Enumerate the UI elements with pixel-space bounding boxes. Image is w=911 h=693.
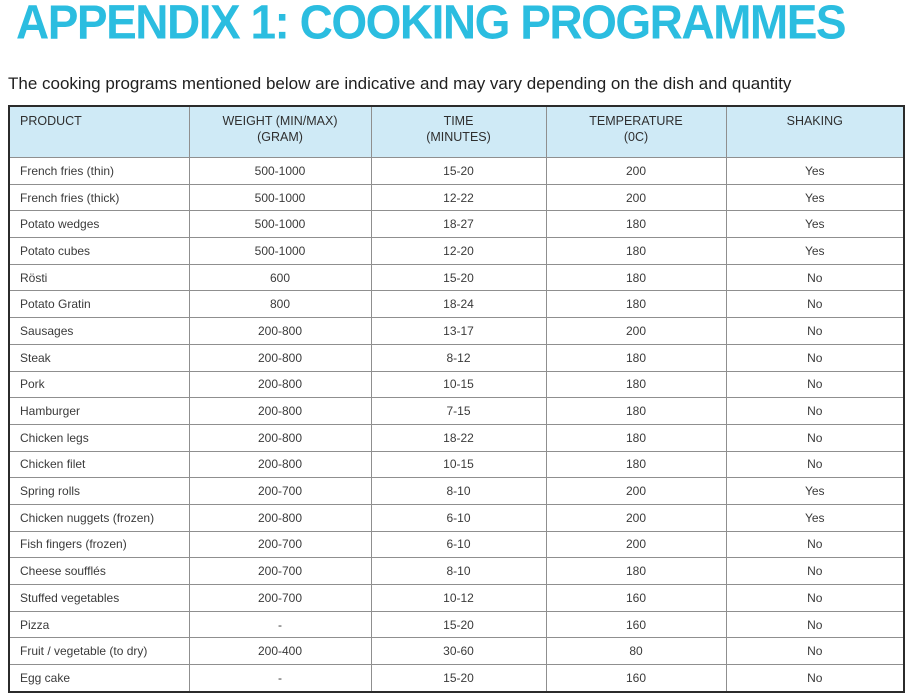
cooking-table-body [9,158,904,692]
product-cell: Fruit / vegetable (to dry) [9,638,189,665]
table-row [9,478,904,505]
value-cell: 15-20 [371,611,546,638]
table-row [9,638,904,665]
table-row [9,238,904,265]
product-cell: Chicken nuggets (frozen) [9,504,189,531]
value-cell: No [726,665,904,692]
value-cell: Yes [726,504,904,531]
table-row [9,558,904,585]
value-cell: 10-15 [371,451,546,478]
value-cell: No [726,558,904,585]
table-row [9,371,904,398]
value-cell: 8-10 [371,558,546,585]
value-cell: 500-1000 [189,211,371,238]
value-cell: No [726,398,904,425]
value-cell: 600 [189,264,371,291]
table-row [9,611,904,638]
value-cell: 200 [546,184,726,211]
value-cell: No [726,531,904,558]
table-row [9,344,904,371]
value-cell: No [726,318,904,345]
product-cell: Potato cubes [9,238,189,265]
value-cell: - [189,611,371,638]
value-cell: 200-400 [189,638,371,665]
value-cell: 200-700 [189,478,371,505]
cooking-programmes-table [8,105,905,693]
table-row [9,184,904,211]
product-cell: Hamburger [9,398,189,425]
value-cell: 160 [546,585,726,612]
value-cell: 500-1000 [189,158,371,185]
value-cell: 200-700 [189,558,371,585]
value-cell: 12-20 [371,238,546,265]
value-cell: 7-15 [371,398,546,425]
value-cell: 18-22 [371,424,546,451]
value-cell: No [726,424,904,451]
value-cell: 13-17 [371,318,546,345]
table-row [9,585,904,612]
value-cell: 200-800 [189,318,371,345]
value-cell: 500-1000 [189,238,371,265]
value-cell: 180 [546,291,726,318]
product-cell: Potato wedges [9,211,189,238]
product-cell: Cheese soufflés [9,558,189,585]
value-cell: - [189,665,371,692]
column-header-line1: SHAKING [786,114,843,128]
value-cell: 80 [546,638,726,665]
table-row [9,531,904,558]
column-header-line1: WEIGHT (MIN/MAX) [222,114,338,128]
value-cell: 15-20 [371,158,546,185]
table-row [9,158,904,185]
product-cell: Sausages [9,318,189,345]
column-header-temperature [546,106,726,158]
value-cell: 500-1000 [189,184,371,211]
table-row [9,398,904,425]
value-cell: 10-12 [371,585,546,612]
value-cell: 8-12 [371,344,546,371]
value-cell: 8-10 [371,478,546,505]
value-cell: 6-10 [371,504,546,531]
value-cell: 30-60 [371,638,546,665]
value-cell: 180 [546,371,726,398]
value-cell: 200-800 [189,504,371,531]
column-header-line1: TEMPERATURE [589,114,683,128]
table-row [9,291,904,318]
value-cell: No [726,585,904,612]
value-cell: 200-700 [189,531,371,558]
table-row [9,451,904,478]
value-cell: 200 [546,318,726,345]
value-cell: No [726,344,904,371]
value-cell: 12-22 [371,184,546,211]
value-cell: 200-800 [189,371,371,398]
value-cell: 6-10 [371,531,546,558]
value-cell: 15-20 [371,665,546,692]
value-cell: 160 [546,665,726,692]
value-cell: 180 [546,264,726,291]
value-cell: 200-800 [189,424,371,451]
value-cell: 180 [546,238,726,265]
table-row [9,665,904,692]
value-cell: No [726,291,904,318]
value-cell: Yes [726,238,904,265]
value-cell: 18-27 [371,211,546,238]
product-cell: Chicken filet [9,451,189,478]
value-cell: 180 [546,424,726,451]
product-cell: French fries (thick) [9,184,189,211]
column-header-line2: (GRAM) [257,130,303,144]
value-cell: No [726,638,904,665]
value-cell: No [726,451,904,478]
value-cell: 200-800 [189,451,371,478]
value-cell: 15-20 [371,264,546,291]
value-cell: 180 [546,558,726,585]
value-cell: 180 [546,344,726,371]
value-cell: 200 [546,504,726,531]
page-title: APPENDIX 1: COOKING PROGRAMMES [16,0,846,50]
table-row [9,211,904,238]
table-row [9,504,904,531]
value-cell: 160 [546,611,726,638]
value-cell: 200 [546,158,726,185]
value-cell: Yes [726,158,904,185]
column-header-line1: TIME [443,114,474,128]
value-cell: 200-800 [189,398,371,425]
product-cell: Potato Gratin [9,291,189,318]
value-cell: 200-800 [189,344,371,371]
product-cell: Rösti [9,264,189,291]
product-cell: Chicken legs [9,424,189,451]
table-row [9,264,904,291]
product-cell: Egg cake [9,665,189,692]
column-header-shaking [726,106,904,158]
product-cell: Spring rolls [9,478,189,505]
value-cell: No [726,371,904,398]
value-cell: No [726,611,904,638]
product-cell: Pizza [9,611,189,638]
table-row [9,424,904,451]
product-cell: Steak [9,344,189,371]
table-header-row [9,106,904,158]
value-cell: 18-24 [371,291,546,318]
value-cell: Yes [726,478,904,505]
column-header-line2: (MINUTES) [426,130,491,144]
value-cell: 200-700 [189,585,371,612]
table-row [9,318,904,345]
column-header-weight [189,106,371,158]
product-cell: French fries (thin) [9,158,189,185]
column-header-product [9,106,189,158]
product-cell: Fish fingers (frozen) [9,531,189,558]
column-header-time [371,106,546,158]
value-cell: 180 [546,451,726,478]
page-subtitle: The cooking programs mentioned below are indicative and may vary depending on the dish and quantity [8,74,792,93]
value-cell: 10-15 [371,371,546,398]
product-cell: Pork [9,371,189,398]
table-header [9,106,904,158]
value-cell: 180 [546,398,726,425]
product-cell: Stuffed vegetables [9,585,189,612]
value-cell: 200 [546,478,726,505]
value-cell: No [726,264,904,291]
value-cell: 180 [546,211,726,238]
value-cell: Yes [726,211,904,238]
value-cell: 800 [189,291,371,318]
column-header-line2: (0C) [623,130,649,144]
value-cell: Yes [726,184,904,211]
value-cell: 200 [546,531,726,558]
column-header-line1: PRODUCT [20,114,82,128]
